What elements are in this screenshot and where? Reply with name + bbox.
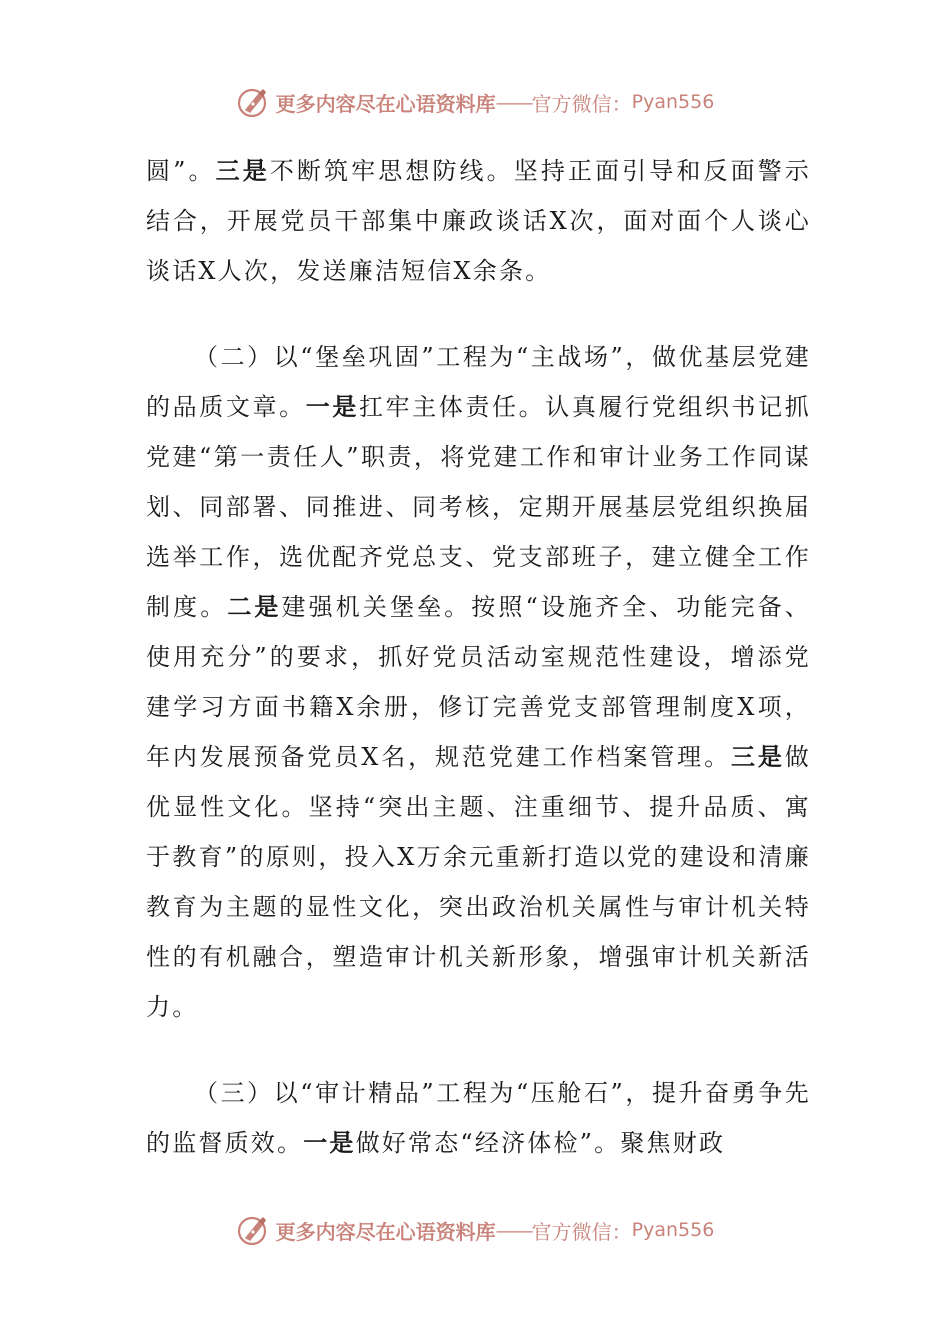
watermark-wechat-id: Pyan556 [631,91,715,113]
bold-keyword: 一是 [305,392,359,421]
text-segment: 圆”。 [146,157,216,185]
header-watermark-banner [0,82,950,122]
text-segment: 做优显性文化。坚持“突出主题、注重细节、提升品质、寓于教育”的原则，投入X万余元重新打造以党的建设和清廉教育为主题的显性文化，突出政治机关属性与审计机关特性的有机融合，塑造审计机关新形象，增强审计机关新活力。 [146,743,811,1021]
document-body [146,146,811,1168]
bold-keyword: 一是 [303,1128,356,1157]
text-segment: 做好常态“经济体检”。聚焦财政 [355,1129,726,1157]
text-segment: （二）以“堡垒巩固”工程为“主战场”，做优基层党建的品质文章。 [146,343,811,421]
text-segment: 不断筑牢思想防线。坚持正面引导和反面警示结合，开展党员干部集中廉政谈话X次，面对面个人谈心谈话X人次，发送廉洁短信X余条。 [146,157,812,285]
text-segment: 建强机关堡垒。按照“设施齐全、功能完备、使用充分”的要求，抓好党员活动室规范性建设，增添党建学习方面书籍X余册，修订完善党支部管理制度X项，年内发展预备党员X名，规范党建工作档案管理。 [146,593,811,771]
bold-keyword: 三是 [730,742,785,771]
footer-watermark-banner [0,1210,950,1250]
watermark-site-text: 更多内容尽在心语资料库 [275,1219,496,1244]
text-segment: 扛牢主体责任。认真履行党组织书记抓党建“第一责任人”职责，将党建工作和审计业务工作同谋划、同部署、同推进、同考核，定期开展基层党组织换届选举工作，选优配齐党总支、党支部班子，建立健全工作制度。 [146,393,811,621]
paragraph-section-three [146,1068,811,1168]
watermark-site-text: 更多内容尽在心语资料库 [275,91,496,116]
watermark-dash: —— [495,1218,532,1242]
watermark-wechat-label: 官方微信： [531,91,632,116]
watermark-wechat-label: 官方微信： [531,1219,632,1244]
bold-keyword: 二是 [227,592,282,621]
watermark-wechat-id: Pyan556 [631,1219,715,1241]
paragraph-section-two [146,332,811,1032]
bold-keyword: 三是 [215,156,270,185]
text-segment: （三）以“审计精品”工程为“压舱石”，提升奋勇争先的监督质效。 [146,1079,811,1157]
pen-nib-logo-icon [236,1213,270,1247]
pen-nib-logo-icon [236,85,270,119]
watermark-dash: —— [495,90,532,114]
paragraph-continued [146,146,811,296]
